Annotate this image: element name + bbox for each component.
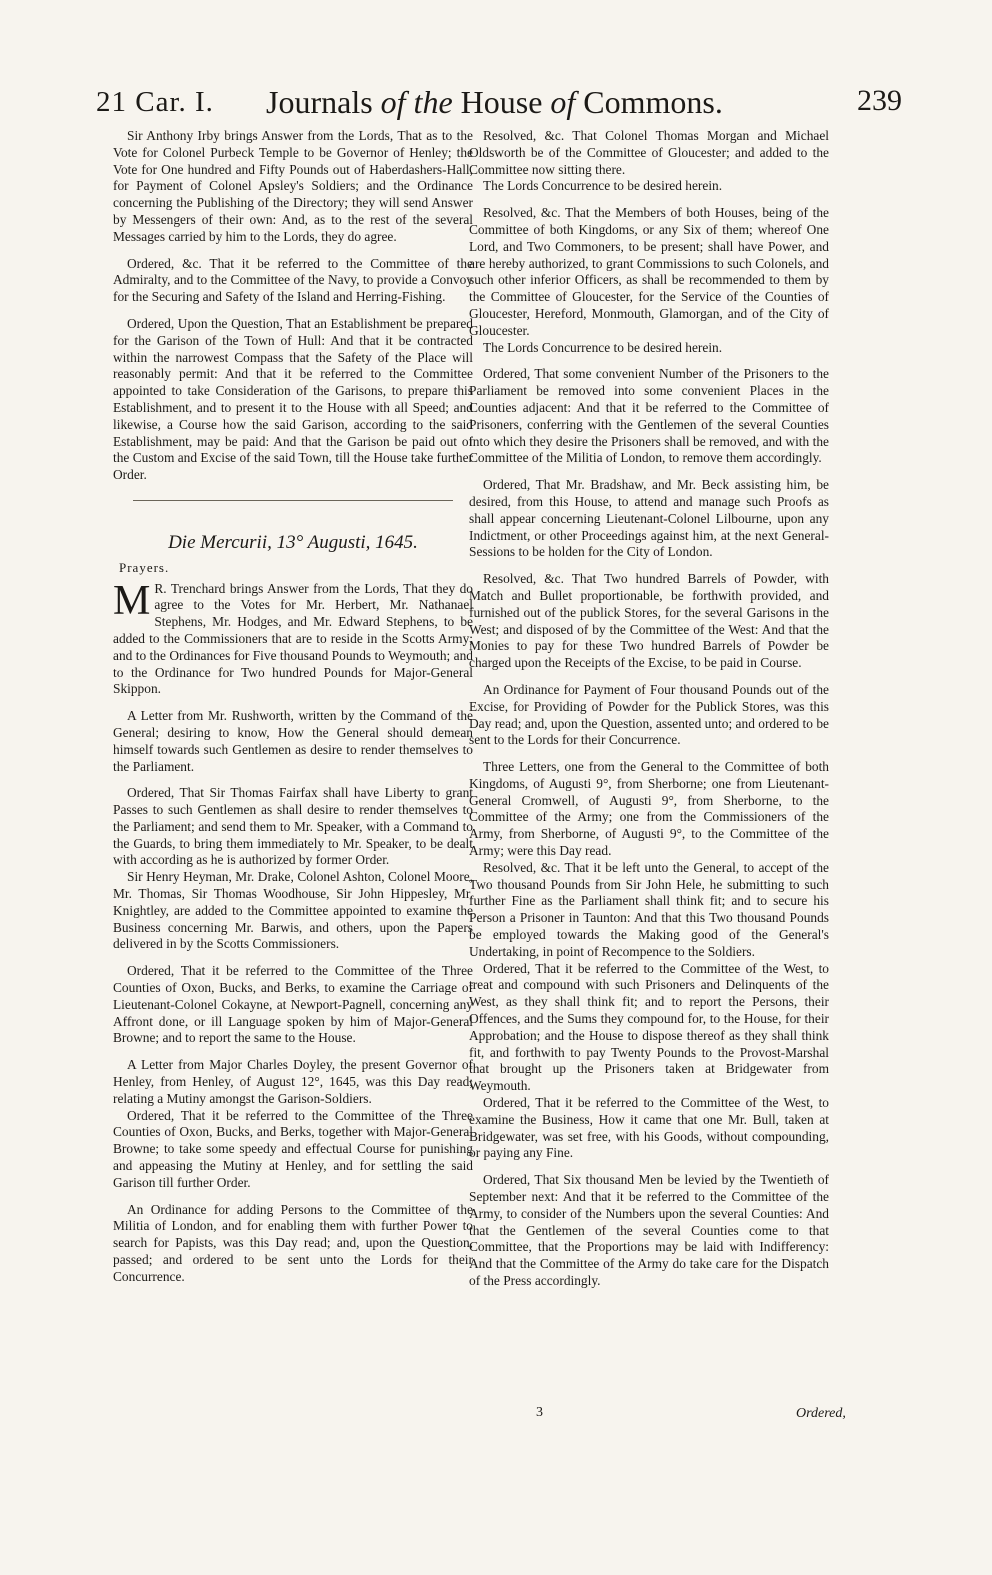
entry-paragraph: Ordered, That some convenient Number of the Prisoners to the Parliament be removed into some convenient Places in the Counties adjacent: And that it be referred to the Committee of Prisoners, conferring with the Gentlemen of the several Counties into which they desire the Prisoners shall be removed, and with the Committee of the Militia of London, to remove them accordingly. — [469, 366, 829, 466]
entry-paragraph: The Lords Concurrence to be desired herein. — [483, 178, 723, 194]
entry-paragraph: Resolved, &c. That Colonel Thomas Morgan and Michael Oldsworth be of the Committee of Gloucester; and added to the Committee now sitting there. — [469, 128, 829, 177]
entry-paragraph: The Lords Concurrence to be desired herein. — [483, 339, 723, 355]
title-part-commons: Commons. — [575, 84, 723, 120]
regnal-year: 21 Car. I. — [96, 86, 214, 118]
left-column — [113, 128, 473, 1296]
entry-paragraph: Ordered, That it be referred to the Committee of the Three Counties of Oxon, Bucks, and Berks, to examine the Carriage of Lieutenant-Colonel Cokayne, at Newport-Pagnell, concerning any Affront done, or ill Language spoken by him of Major-General Browne; and to report the same to the House. — [113, 963, 473, 1046]
entry-paragraph: An Ordinance for adding Persons to the Committee of the Militia of London, and for enabling them with further Power to search for Papists, was this Day read; and, upon the Question, passed; and ordered to be sent unto the Lords for their Concurrence. — [113, 1201, 473, 1284]
section-divider — [133, 500, 453, 501]
signature-mark: 3 — [536, 1405, 543, 1420]
entry-paragraph: An Ordinance for Payment of Four thousand Pounds out of the Excise, for Providing of Powder for the Publick Stores, was this Day read; and, upon the Question, assented unto; and ordered to be sent to the Lords for their Concurrence. — [469, 681, 829, 748]
prayers-heading: Prayers. — [119, 559, 170, 575]
drop-capital: M — [113, 577, 151, 624]
entry-paragraph: Sir Henry Heyman, Mr. Drake, Colonel Ashton, Colonel Moore, Mr. Thomas, Sir Thomas Woodhouse, Sir John Hippesley, Mr. Knightley, are added to the Committee appointed to examine the Business concerning Mr. Barwis, and others, upon the Papers delivered in by the Scotts Commissioners. — [113, 869, 473, 952]
entry-text: R. Trenchard brings Answer from the Lords, That they do agree to the Votes for Mr. Herbert, Mr. Nathanael Stephens, Mr. Hodges, and Mr. Edward Stephens, to be added to the Commissioners that are to reside in the Scotts Army; and to the Ordinances for Five thousand Pounds to Weymouth; and to the Ordinance for Two hundred Pounds for Major-General Skippon. — [113, 580, 473, 697]
entry-paragraph: Ordered, That it be referred to the Committee of the West, to treat and compound with such Prisoners and Delinquents of the West, as they shall think fit; and to report the Persons, their Offences, and the Sums they compound for, to the House, for their Approbation; and the House to dispose thereof as they shall think fit, and forthwith to pay Twenty Pounds to the Provost-Marshal that brought up the Prisoners taken at Bridgewater from Weymouth. — [469, 960, 829, 1094]
entry-paragraph: A Letter from Mr. Rushworth, written by the Command of the General; desiring to know, How the General should demean himself towards such Gentlemen as desire to render themselves to the Parliament. — [113, 708, 473, 774]
title-part-journals: Journals — [266, 84, 381, 120]
page-number: 239 — [857, 84, 902, 117]
entry-paragraph: Sir Anthony Irby brings Answer from the Lords, That as to the Vote for Colonel Purbeck Temple to be Governor of Henley; the Vote for One hundred and Fifty Pounds out of Haberdashers-Hall, for Payment of Colonel Apsley's Soldiers; and the Ordinance concerning the Publishing of the Directory; they will send Answer by Messengers of their own: And, as to the rest of the several Messages carried by him to the Lords, they do agree. — [113, 128, 473, 244]
title-part-of-2: of — [550, 84, 576, 120]
entry-paragraph: Resolved, &c. That the Members of both Houses, being of the Committee of both Kingdoms, or any Six of them; whereof One Lord, and Two Commoners, to be present; shall have Power, and are hereby authorized, to grant Commissions to such Colonels, and such other inferior Officers, as shall be recommended to them by the Committee of Gloucester, for the Service of the Counties of Gloucester, Hereford, Monmouth, Glamorgan, and of the City of Gloucester. — [469, 205, 829, 338]
sitting-date-heading: Die Mercurii, 13° Augusti, 1645. — [168, 531, 418, 553]
running-title — [266, 84, 723, 121]
entry-paragraph: A Letter from Major Charles Doyley, the present Governor of Henley, from Henley, of August 12°, 1645, was this Day read; relating a Mutiny amongst the Garison-Soldiers. — [113, 1057, 473, 1106]
entry-paragraph: Resolved, &c. That Two hundred Barrels of Powder, with Match and Bullet proportionable, be forthwith provided, and furnished out of the publick Stores, for the several Garisons in the West; and disposed of by the Committee of the West: And that the Monies to pay for these Two hundred Barrels of Powder be charged upon the Receipts of the Excise, to be paid in Course. — [469, 571, 829, 671]
entry-paragraph — [113, 577, 473, 699]
entry-paragraph: Ordered, That Six thousand Men be levied by the Twentieth of September next: And that it be referred to the Committee of the Army, to consider of the Numbers upon the several Counties: And that the Gentlemen of the several Counties come to that Committee, that the Proportions may be laid with Indifferency: And that the Committee of the Army do take care for the Dispatch of the Press accordingly. — [469, 1172, 829, 1288]
entry-paragraph: Ordered, &c. That it be referred to the Committee of the Admiralty, and to the Committee of the Navy, to provide a Convoy for the Securing and Safety of the Island and Herring-Fishing. — [113, 255, 473, 305]
right-column — [469, 128, 829, 1300]
title-part-the: the — [405, 84, 461, 120]
entry-paragraph: Ordered, Upon the Question, That an Establishment be prepared for the Garison of the Town of Hull: And that it be contracted within the narrowest Compass that the Safety of the Place will reasonably permit: And that it be referred to the Committee appointed to take Consideration of the Garisons, to prepare this Establishment, and to present it to the House with all Speed; and likewise, a Course how the said Garison, according to the said Establishment, may be paid: And that the Garison be paid out of the Custom and Excise of the said Town, till the House take further Order. — [113, 315, 473, 483]
entry-paragraph: Ordered, That it be referred to the Committee of the West, to examine the Business, How it came that one Mr. Bull, taken at Bridgewater, was set free, with his Goods, without compounding, or paying any Fine. — [469, 1095, 829, 1161]
title-part-house: House — [460, 84, 551, 120]
entry-paragraph: Ordered, That it be referred to the Committee of the Three Counties of Oxon, Bucks, and Berks, together with Major-General Browne; to take some speedy and effectual Course for punishing and appeasing the Mutiny at Henley, and for settling the said Garison till further Order. — [113, 1107, 473, 1190]
title-part-of: of — [380, 84, 406, 120]
entry-paragraph: Ordered, That Sir Thomas Fairfax shall have Liberty to grant Passes to such Gentlemen as shall desire to render themselves to the Parliament; and send them to Mr. Speaker, with a Command to the Guards, to bring them immediately to Mr. Speaker, to be dealt with according as he is authorized by former Order. — [113, 785, 473, 868]
page-header — [96, 80, 902, 124]
catchword: Ordered, — [796, 1406, 846, 1421]
entry-paragraph: Three Letters, one from the General to the Committee of both Kingdoms, of Augusti 9°, from Sherborne; one from Lieutenant-General Cromwell, of Augusti 9°, from Sherborne, to the Committee of the Army; one from the Commissioners of the Army, from Sherborne, of Augusti 9°, to the Committee of the Army; were this Day read. — [469, 759, 829, 859]
entry-paragraph: Ordered, That Mr. Bradshaw, and Mr. Beck assisting him, be desired, from this House, to attend and manage such Proofs as shall appear concerning Lieutenant-Colonel Lilbourne, upon any Indictment, or other Proceedings against him, at the next General-Sessions to be holden for the City of London. — [469, 477, 829, 560]
entry-paragraph: Resolved, &c. That it be left unto the General, to accept of the Two thousand Pounds from Sir John Hele, he submitting to such further Fine as the Parliament shall think fit; and to secure his Person a Prisoner in Taunton: And that this Two thousand Pounds be employed towards the Making good of the General's Undertaking, in point of Recompence to the Soldiers. — [469, 859, 829, 959]
